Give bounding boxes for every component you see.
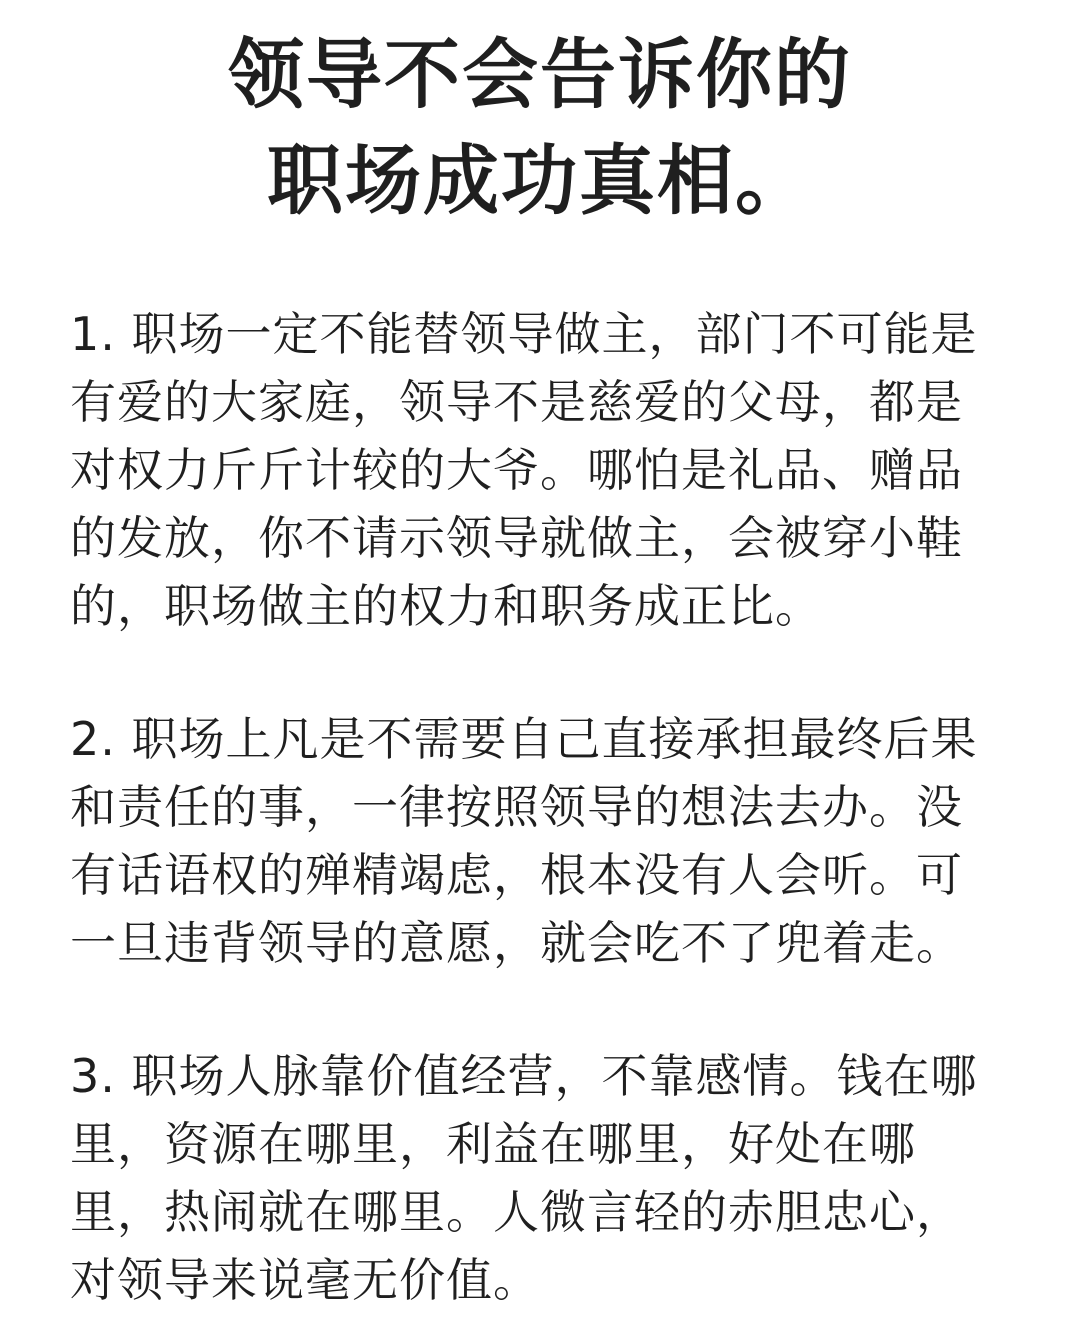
paragraph-line: 里，热闹就在哪里。人微言轻的赤胆忠心， bbox=[70, 1185, 963, 1239]
page-title bbox=[0, 22, 1080, 234]
paragraph-line: 里，资源在哪里，利益在哪里，好处在哪 bbox=[70, 1117, 916, 1171]
paragraph-line: 有爱的大家庭，领导不是慈爱的父母，都是 bbox=[70, 375, 963, 429]
paragraph-line: 1. 职场一定不能替领导做主，部门不可能是 bbox=[70, 307, 978, 361]
paragraph-line: 一旦违背领导的意愿，就会吃不了兜着走。 bbox=[70, 916, 963, 970]
paragraph-line: 有话语权的殚精竭虑，根本没有人会听。可 bbox=[70, 848, 963, 902]
paragraph-line: 的，职场做主的权力和职务成正比。 bbox=[70, 579, 822, 633]
paragraph-line: 和责任的事，一律按照领导的想法去办。没 bbox=[70, 780, 963, 834]
paragraph-line: 的发放，你不请示领导就做主，会被穿小鞋 bbox=[70, 511, 963, 565]
paragraph-line: 3. 职场人脉靠价值经营，不靠感情。钱在哪 bbox=[70, 1049, 978, 1103]
title-line-2: 职场成功真相。 bbox=[267, 136, 813, 225]
title-line-1: 领导不会告诉你的 bbox=[228, 30, 852, 119]
paragraph-line: 对领导来说毫无价值。 bbox=[70, 1253, 540, 1307]
paragraph-3 bbox=[70, 1042, 1000, 1314]
paragraph-1 bbox=[70, 300, 1000, 640]
paragraph-line: 对权力斤斤计较的大爷。哪怕是礼品、赠品 bbox=[70, 443, 963, 497]
paragraph-line: 2. 职场上凡是不需要自己直接承担最终后果 bbox=[70, 712, 978, 766]
paragraph-2 bbox=[70, 705, 1000, 977]
